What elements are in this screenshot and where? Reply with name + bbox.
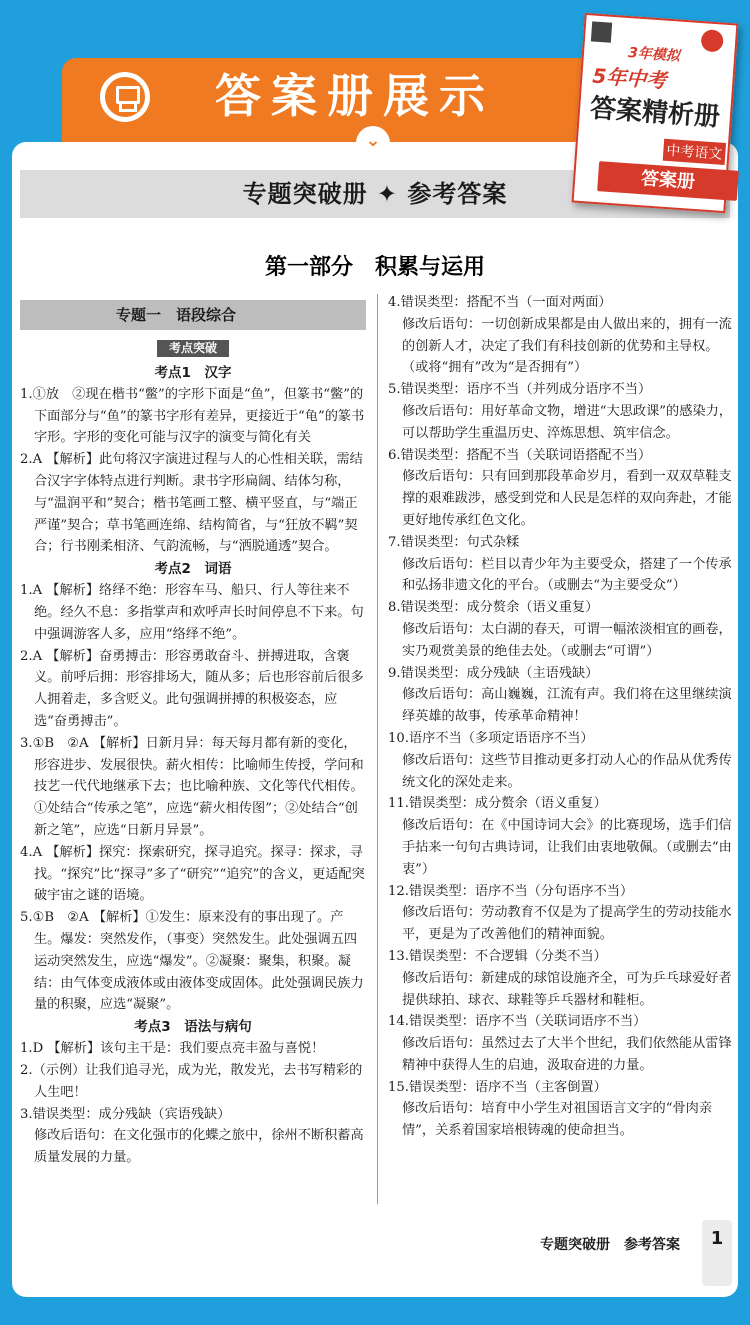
answer-item: 2.（示例）让我们追寻光，成为光，散发光，去书写精彩的人生吧！	[20, 1062, 363, 1100]
kdtp-text: 考点突破	[157, 340, 229, 357]
answer-item-detail: 修改后语句：高山巍巍，江流有声。我们将在这里继续演绎英雄的故事，传承革命精神！	[402, 687, 732, 725]
printer-icon	[100, 72, 150, 122]
answer-item: 1.①放 ②现在楷书“鳖”的字形下面是“鱼”，但篆书“鳖”的下面部分与“鱼”的篆书字形有差异，更接近于“龟”的篆书字形。字形的变化可能与汉字的演变与简化有关	[20, 386, 365, 446]
book-brand-sub: 3年模拟	[627, 44, 681, 65]
answer-item: 7.错误类型：句式杂糅	[388, 534, 520, 550]
answer-item-detail: 修改后语句：劳动教育不仅是为了提高学生的劳动技能水平，更是为了改善他们的精神面貌。	[402, 905, 732, 943]
answer-item-detail: 修改后语句：这些节目推动更多打动人心的作品从优秀传统文化的深处走来。	[402, 752, 732, 790]
answer-item-detail: 修改后语句：培育中小学生对祖国语言文字的“骨肉亲情”，关系着国家培根铸魂的使命担当。	[402, 1101, 713, 1139]
answer-item: 1.A 【解析】络绎不绝：形容车马、船只、行人等往来不绝。经久不息：多指掌声和欢呼声长时间停息不下来。句中强调游客人多，应用“络绎不绝”。	[20, 583, 364, 642]
answer-item: 12.错误类型：语序不当（分句语序不当）	[388, 883, 634, 899]
kaodian-heading: 考点3 语法与病句	[134, 1019, 252, 1036]
right-column	[388, 292, 732, 1142]
kaodian-heading: 考点2 词语	[154, 561, 232, 578]
book-ribbon: 答案册	[597, 161, 739, 201]
kdtp-label	[20, 338, 366, 360]
answer-item: 10.语序不当（多项定语语序不当）	[388, 730, 594, 746]
answer-item: 8.错误类型：成分赘余（语义重复）	[388, 600, 599, 616]
answer-item: 13.错误类型：不合逻辑（分类不当）	[388, 948, 607, 964]
answer-item: 9.错误类型：成分残缺（主语残缺）	[388, 665, 599, 681]
answer-item: 2.A 【解析】此句将汉字演进过程与人的心性相关联，需结合汉字字体特点进行判断。隶书字形扁阔、结体匀称，与“温润平和”契合；楷书笔画工整、横平竖直，与“端正严谨”契合；草书笔画连绵、结构简省，与“狂放不羁”契合；行书刚柔相济、气韵流畅，与“洒脱通透”契合。	[20, 452, 363, 555]
publisher-logo-icon	[591, 21, 612, 42]
answer-item: 4.A 【解析】探究：探索研究，探寻追究。探寻：探求，寻找。“探究”比“探寻”多了“研究”“追究”的含义，更适配突破宇宙之谜的语境。	[20, 844, 365, 904]
answer-page	[12, 142, 738, 1297]
answer-item: 5.错误类型：语序不当（并列成分语序不当）	[388, 382, 652, 398]
answer-item: 4.错误类型：搭配不当（一面对两面）	[388, 295, 612, 310]
answer-item: 6.错误类型：搭配不当（关联词语搭配不当）	[388, 447, 652, 463]
answer-item: 2.A 【解析】奋勇搏击：形容勇敢奋斗、拼搏进取，含褒义。前呼后拥：形容排场大，随从多；后也形容前后很多人拥着走，多含贬义。此句强调拼搏的积极姿态，应选“奋勇搏击”。	[20, 648, 364, 729]
answer-item: 1.D 【解析】该句主干是：我们要点亮丰盈与喜悦！	[20, 1041, 325, 1057]
book-brand: 5年中考	[591, 63, 668, 93]
chevron-down-icon: ⌄	[356, 126, 390, 160]
answer-item: 5.①B ②A 【解析】①发生：原来没有的事出现了。产生。爆发：突然发作，（事变）突然发生。此处强调五四运动突然发生，应选“爆发”。②凝聚：聚集，积聚。凝结：由气体变成液体或由液体变成固体。此处强调民族力量的积聚，应选“凝聚”。	[20, 910, 364, 1013]
topic-heading: 专题一 语段综合	[20, 300, 366, 330]
page-footer-label: 专题突破册 参考答案	[540, 1237, 680, 1253]
book-title: 答案精析册	[589, 93, 721, 133]
answer-item-detail: 修改后语句：在文化强市的化蝶之旅中，徐州不断积蓄高质量发展的力量。	[34, 1128, 364, 1166]
answer-item: 3.错误类型：成分残缺（宾语残缺）	[20, 1106, 231, 1122]
answer-item-detail: 修改后语句：只有回到那段革命岁月，看到一双双草鞋支撑的艰难跋涉，感受到党和人民是怎样的双向奔赴，才能更好地传承红色文化。	[402, 469, 732, 528]
kaodian-heading: 考点1 汉字	[154, 364, 232, 381]
part-title: 第一部分 积累与运用	[264, 255, 485, 280]
answer-item: 11.错误类型：成分赘余（语义重复）	[388, 796, 607, 812]
left-column	[20, 300, 366, 1169]
answer-item-detail: 修改后语句：在《中国诗词大会》的比赛现场，选手们信手拈来一句句古典诗词，让我们由衷地敬佩。（或删去“由衷”）	[402, 818, 732, 877]
book-subject: 中考语文	[663, 139, 726, 165]
page-number: 1	[710, 1228, 724, 1249]
column-divider	[377, 294, 378, 1204]
page-number-box	[702, 1220, 732, 1286]
answer-item-detail: 修改后语句：太白湖的春天，可谓一幅浓淡相宜的画卷，实乃观赏美景的绝佳去处。（或删去“可谓”）	[402, 621, 732, 659]
answer-item-detail: 修改后语句：栏目以青少年为主要受众，搭建了一个传承和弘扬非遗文化的平台。（或删去“为主要受众”）	[402, 556, 732, 594]
answer-item-detail: 修改后语句：用好革命文物，增进“大思政课”的感染力，可以帮助学生重温历史、淬炼思想、筑牢信念。	[402, 403, 732, 441]
banner-title: 答案册展示	[215, 69, 495, 123]
emblem-icon	[700, 29, 723, 52]
answer-item: 14.错误类型：语序不当（关联词语序不当）	[388, 1014, 647, 1030]
answer-item-detail: 修改后语句：一切创新成果都是由人做出来的，拥有一流的创新人才，决定了我们有科技创新的优势和主导权。（或将“拥有”改为“是否拥有”）	[402, 316, 732, 376]
answer-item-detail: 修改后语句：虽然过去了大半个世纪，我们依然能从雷锋精神中获得人生的启迪，汲取奋进的力量。	[402, 1036, 732, 1073]
answer-item: 3.①B ②A 【解析】日新月异：每天每月都有新的变化，形容进步、发展很快。薪火相传：比喻师生传授，学问和技艺一代代地继承下去；也比喻种族、文化等代代相传。①处结合“传承之笔”，应选“薪火相传图”；②处结合“创新之笔”，应选“日新月异景”。	[20, 735, 364, 838]
answer-item: 15.错误类型：语序不当（主客倒置）	[388, 1079, 607, 1095]
section-header-title: 专题突破册 ✦ 参考答案	[242, 180, 508, 208]
answer-item-detail: 修改后语句：新建成的球馆设施齐全，可为乒乓球爱好者提供球拍、球衣、球鞋等乒乓器材和鞋柜。	[402, 970, 732, 1008]
